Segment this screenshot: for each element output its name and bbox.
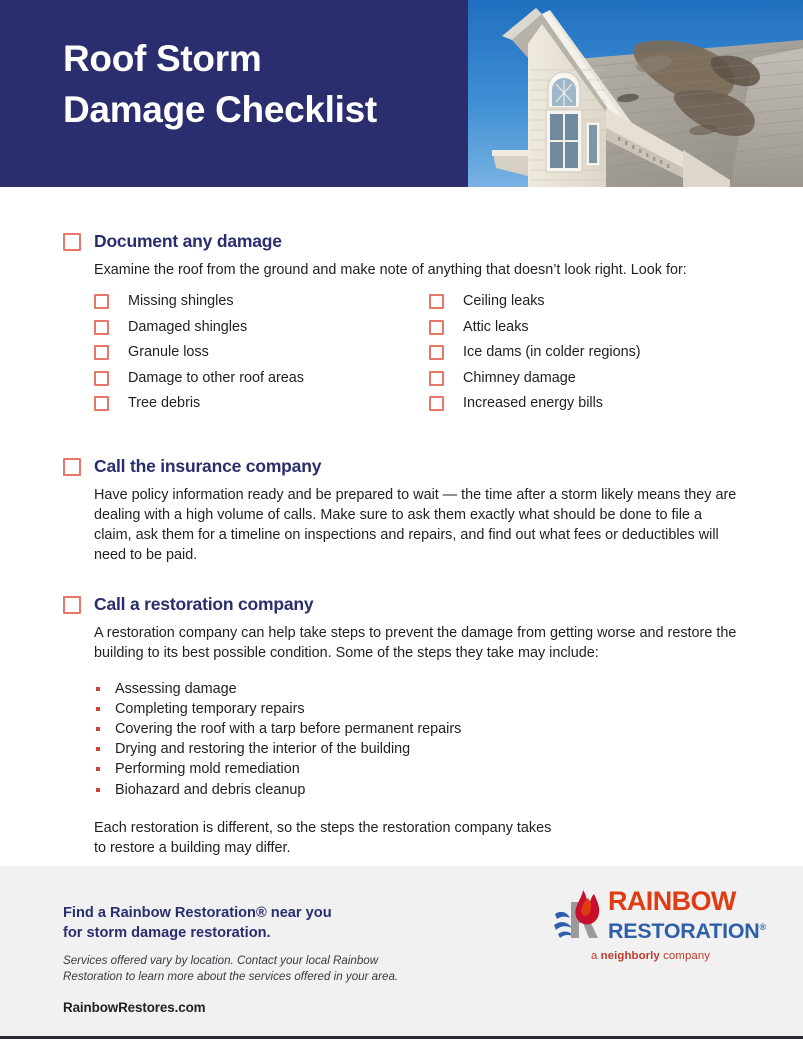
footer-disclaimer-line-2: Restoration to learn more about the services offered in your area. [63, 969, 399, 983]
section-3-closing [94, 818, 743, 858]
section-3-checkbox[interactable] [63, 596, 81, 614]
damage-checklist-grid [94, 292, 743, 420]
checklist-item-label: Chimney damage [463, 369, 576, 386]
logo-word-restoration-text: RESTORATION [608, 919, 760, 944]
roof-damage-photo [468, 0, 803, 187]
logo-wordmark [608, 888, 766, 943]
section-document-any-damage [0, 187, 803, 420]
checklist-item[interactable] [94, 292, 429, 318]
logo-row [553, 886, 766, 944]
section-2-heading [63, 455, 743, 477]
section-1-heading [63, 230, 743, 252]
checkbox-increased-energy-bills[interactable] [429, 396, 444, 411]
checklist-item[interactable] [94, 343, 429, 369]
checklist-item[interactable] [429, 318, 764, 344]
section-2-title: Call the insurance company [94, 455, 322, 476]
footer-inner [0, 866, 803, 1039]
tagline-brand: neighborly [600, 950, 660, 963]
checkbox-chimney-damage[interactable] [429, 371, 444, 386]
page-header [0, 0, 803, 187]
rainbow-restoration-logo[interactable] [553, 886, 766, 966]
section-3-body-text: A restoration company can help take steps to prevent the damage from getting worse and restore the building to its best possible condition. Some of the steps they take may include: [94, 624, 737, 661]
checklist-item-label: Increased energy bills [463, 395, 603, 411]
tagline-pre: a [590, 950, 601, 963]
footer-headline-line-2: for storm damage restoration. [63, 924, 271, 941]
checklist-item[interactable] [94, 369, 429, 395]
list-item: Biohazard and debris cleanup [94, 781, 743, 800]
logo-word-restoration [608, 915, 766, 943]
tagline-post: company [659, 950, 711, 963]
section-1-intro-text: Examine the roof from the ground and make note of anything that doesn’t look right. Look for: [94, 262, 687, 278]
checkbox-granule-loss[interactable] [94, 345, 109, 360]
rainbow-r-monogram-icon [553, 888, 605, 943]
roof-photo-illustration [468, 0, 803, 187]
checklist-content [0, 187, 803, 866]
section-2-body-text: Have policy information ready and be prepared to wait — the time after a storm likely means they are dealing with a high volume of calls. Make sure to ask them exactly what should be done to file a claim, ask them for a timeline on inspections and repairs, and find out what fees or deductibles will need to be paid. [94, 486, 737, 563]
neighborly-tagline [553, 950, 748, 962]
checkbox-ice-dams[interactable] [429, 345, 444, 360]
list-item: Completing temporary repairs [94, 700, 743, 719]
checkbox-missing-shingles[interactable] [94, 294, 109, 309]
restoration-steps-list [94, 680, 743, 800]
section-call-the-insurance-company [0, 420, 803, 565]
checklist-item[interactable] [429, 343, 764, 369]
checklist-item[interactable] [94, 394, 429, 420]
damage-checklist-column-left [94, 292, 429, 420]
footer-disclaimer-line-1: Services offered vary by location. Contact your local Rainbow [63, 954, 379, 967]
list-item: Assessing damage [94, 680, 743, 699]
footer-headline-line-1: Find a Rainbow Restoration® near you [63, 905, 332, 921]
checklist-item-label: Damage to other roof areas [128, 369, 304, 386]
checklist-item[interactable] [94, 318, 429, 344]
section-1-checkbox[interactable] [63, 233, 81, 251]
checklist-item-label: Granule loss [128, 344, 209, 360]
list-item: Drying and restoring the interior of the building [94, 740, 743, 759]
closing-line-2: to restore a building may differ. [94, 839, 291, 856]
registered-mark-icon: ® [759, 922, 766, 932]
section-1-intro [94, 260, 743, 280]
checklist-item-label: Attic leaks [463, 318, 529, 335]
damage-checklist-column-right [429, 292, 764, 420]
page-title-line-2: Damage Checklist [63, 89, 377, 130]
page-footer [0, 866, 803, 1036]
section-3-heading [63, 593, 743, 615]
section-3-body [94, 623, 743, 663]
checklist-item[interactable] [429, 292, 764, 318]
checklist-item-label: Tree debris [128, 395, 201, 411]
checkbox-damage-to-other-roof-areas[interactable] [94, 371, 109, 386]
checkbox-tree-debris[interactable] [94, 396, 109, 411]
checklist-item-label: Missing shingles [128, 293, 234, 309]
checklist-item[interactable] [429, 394, 764, 420]
closing-line-1: Each restoration is different, so the steps the restoration company takes [94, 819, 552, 836]
checkbox-attic-leaks[interactable] [429, 320, 444, 335]
logo-word-rainbow: RAINBOW [608, 886, 736, 916]
checkbox-damaged-shingles[interactable] [94, 320, 109, 335]
section-3-title: Call a restoration company [94, 593, 314, 614]
checkbox-ceiling-leaks[interactable] [429, 294, 444, 309]
page-title-line-1: Roof Storm [63, 38, 262, 79]
section-call-a-restoration-company [0, 565, 803, 858]
checklist-item-label: Damaged shingles [128, 318, 248, 335]
checklist-item-label: Ceiling leaks [463, 293, 545, 309]
checklist-item[interactable] [429, 369, 764, 395]
checklist-item-label: Ice dams (in colder regions) [463, 344, 641, 360]
list-item: Performing mold remediation [94, 760, 743, 779]
section-2-checkbox[interactable] [63, 458, 81, 476]
list-item: Covering the roof with a tarp before permanent repairs [94, 720, 743, 739]
section-2-body [94, 485, 743, 565]
section-1-title: Document any damage [94, 231, 282, 251]
page-title [63, 33, 377, 135]
footer-website-link[interactable]: RainbowRestores.com [63, 1000, 206, 1015]
